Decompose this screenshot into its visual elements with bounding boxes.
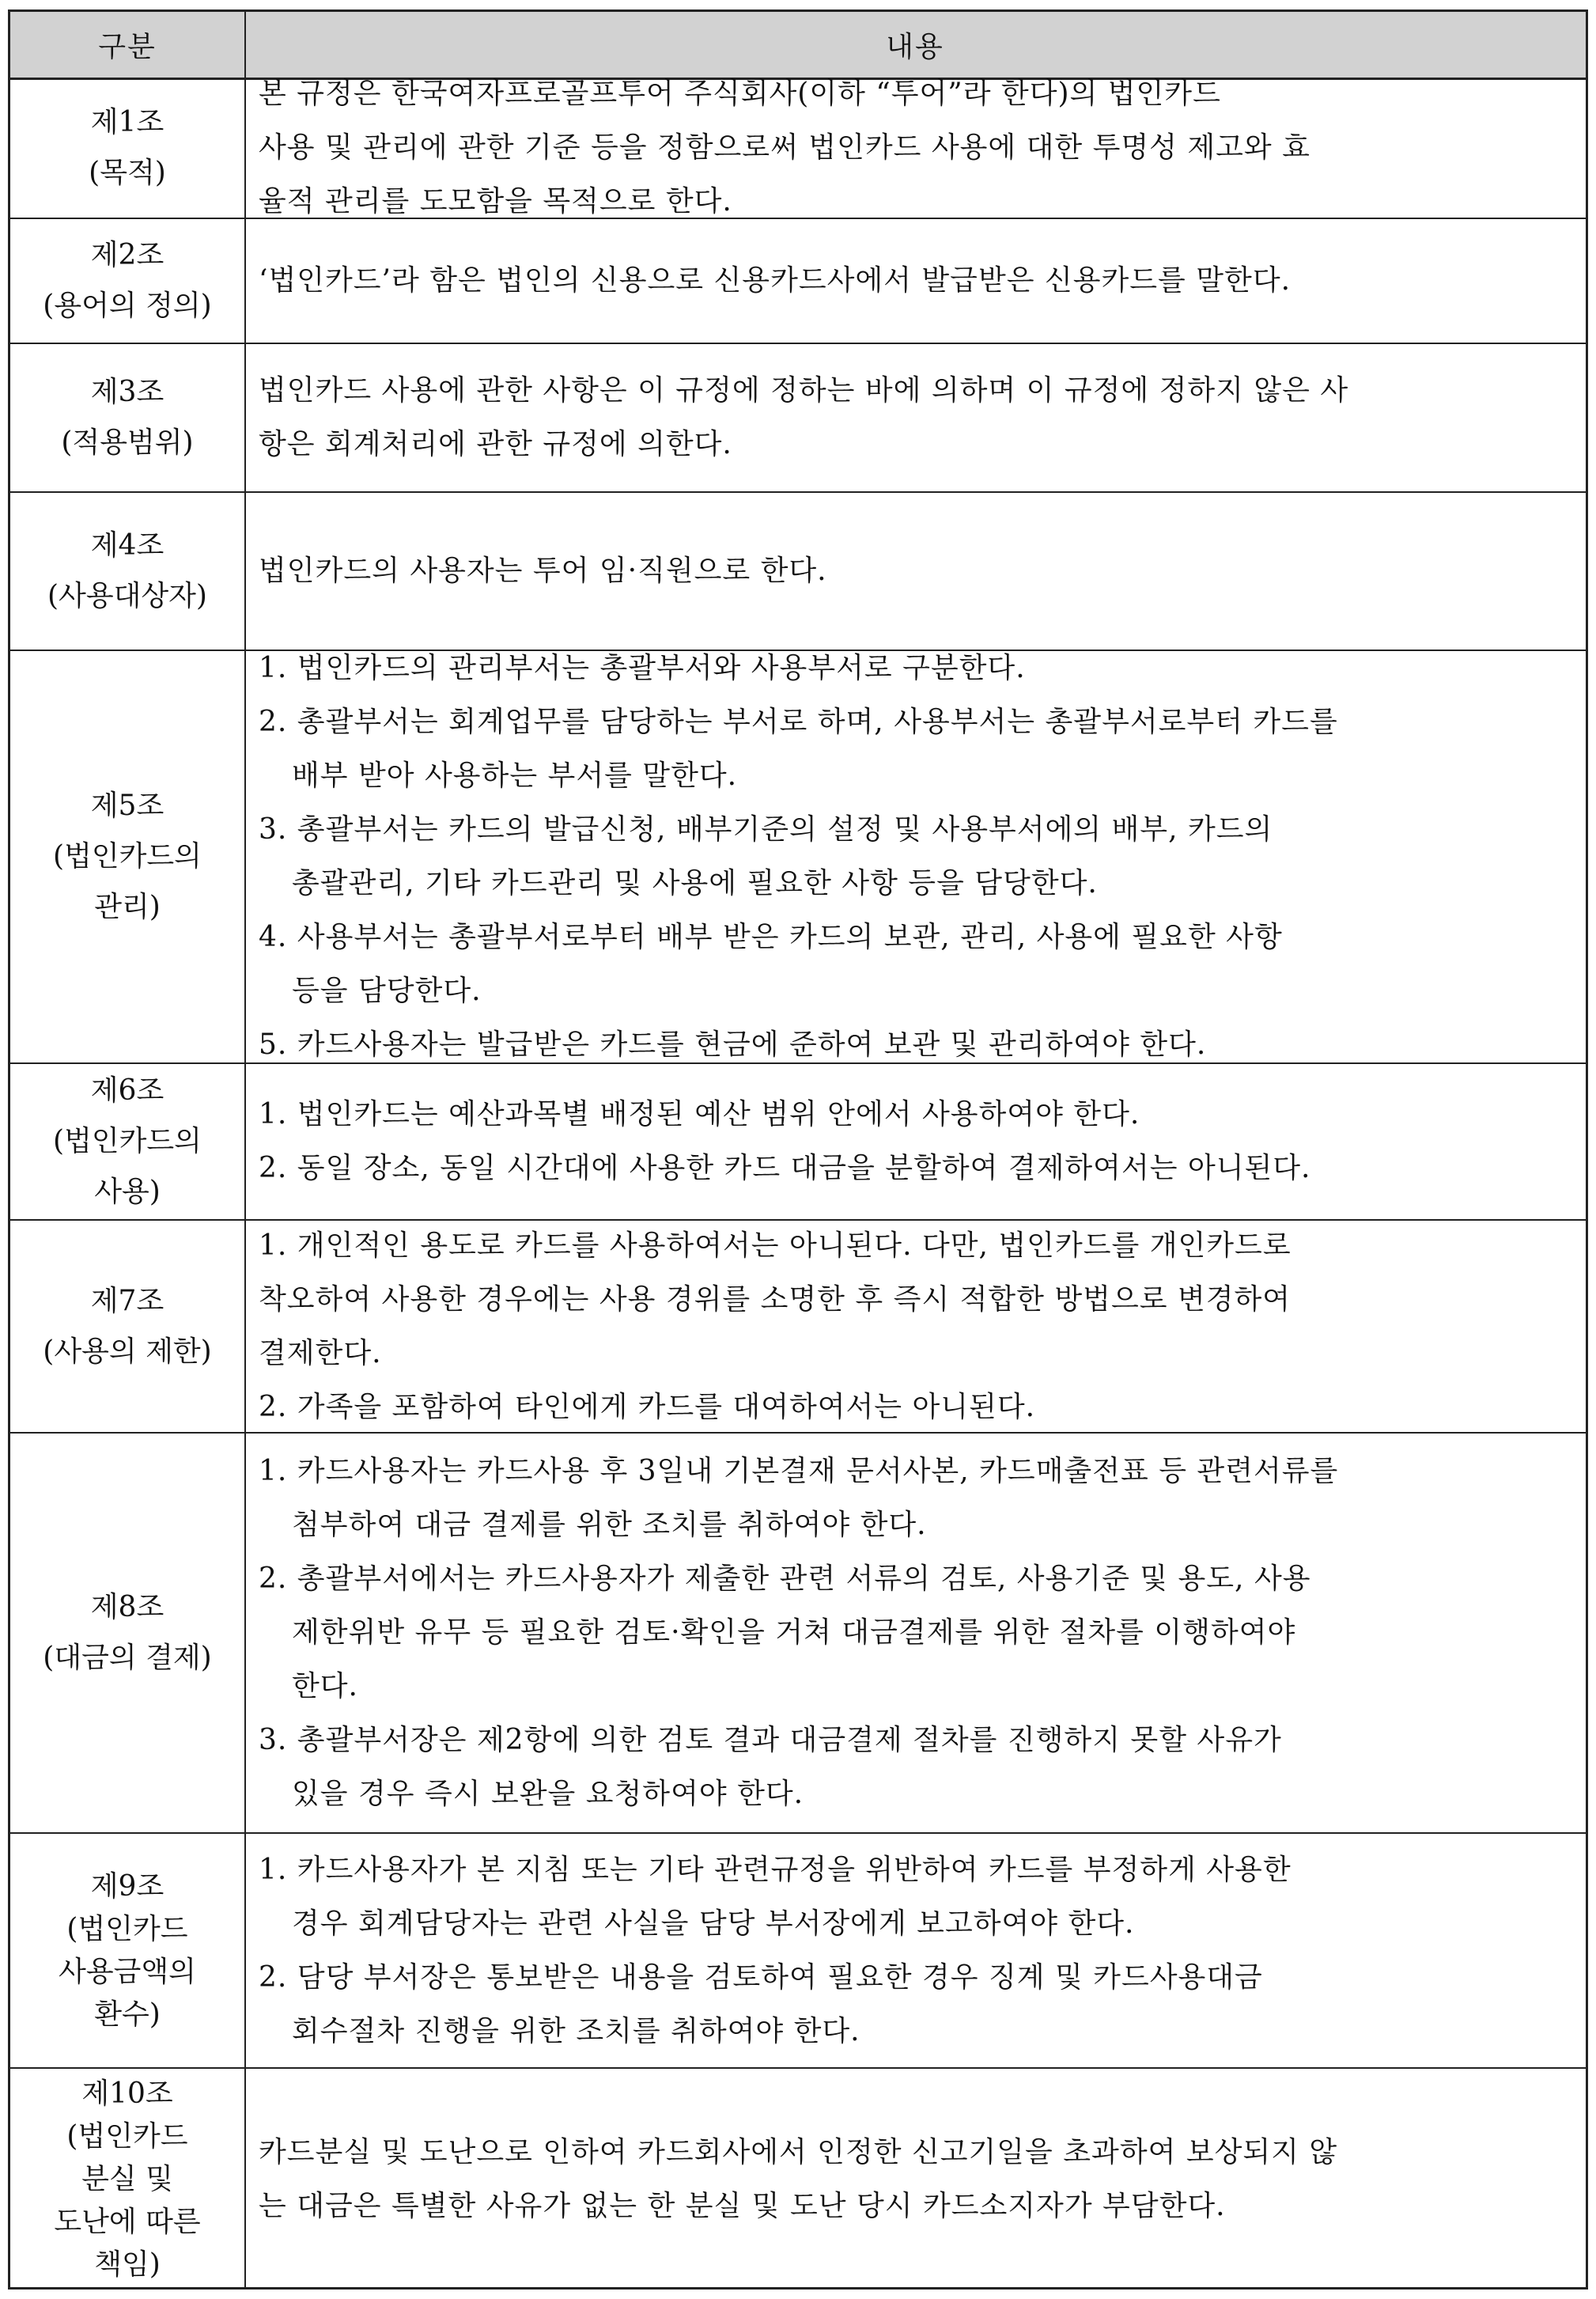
article-label bbox=[10, 219, 244, 343]
article-label-line: 도난에 따른 bbox=[54, 2205, 201, 2238]
article-label-line: 사용금액의 bbox=[59, 1955, 196, 1988]
content-line: 법인카드의 사용자는 투어 임·직원으로 한다. bbox=[259, 555, 827, 587]
article-label bbox=[10, 1834, 244, 2067]
article-label-line: 제9조 bbox=[90, 1869, 165, 1903]
article-label-line: (사용의 제한) bbox=[43, 1335, 212, 1368]
article-content bbox=[259, 78, 1565, 218]
article-label-line: (적용범위) bbox=[61, 426, 194, 459]
article-content bbox=[259, 1834, 1565, 2067]
content-line: 회수절차 진행을 위한 조치를 취하여야 한다. bbox=[292, 2014, 860, 2047]
table-row bbox=[10, 1221, 1586, 1434]
table-row bbox=[10, 219, 1586, 344]
content-line: 총괄관리, 기타 카드관리 및 사용에 필요한 사항 등을 담당한다. bbox=[292, 867, 1098, 900]
table-row bbox=[10, 2069, 1586, 2290]
content-line: 1. 카드사용자가 본 지침 또는 기타 관련규정을 위반하여 카드를 부정하게 사용한 bbox=[259, 1853, 1292, 1886]
content-line: 제한위반 유무 등 필요한 검토·확인을 거쳐 대금결제를 위한 절차를 이행하여야 bbox=[292, 1616, 1296, 1649]
content-line: 5. 카드사용자는 발급받은 카드를 현금에 준하여 보관 및 관리하여야 한다. bbox=[259, 1028, 1207, 1061]
article-label bbox=[10, 1064, 244, 1219]
article-label bbox=[10, 78, 244, 218]
article-content bbox=[259, 219, 1565, 343]
table-row bbox=[10, 1834, 1586, 2069]
article-label-line: (용어의 정의) bbox=[43, 290, 212, 322]
table-row bbox=[10, 78, 1586, 219]
content-line: 있을 경우 즉시 보완을 요청하여야 한다. bbox=[292, 1778, 804, 1810]
article-label-line: (대금의 결제) bbox=[43, 1642, 212, 1674]
content-line: 사용 및 관리에 관한 기준 등을 정함으로써 법인카드 사용에 대한 투명성 제고와 효 bbox=[259, 131, 1310, 164]
article-content bbox=[259, 1064, 1565, 1219]
article-content bbox=[259, 651, 1565, 1062]
content-line: 1. 카드사용자는 카드사용 후 3일내 기본결재 문서사본, 카드매출전표 등 관련서류를 bbox=[259, 1455, 1339, 1487]
content-line: 율적 관리를 도모함을 목적으로 한다. bbox=[259, 184, 732, 218]
article-content bbox=[259, 1221, 1565, 1432]
content-line: 결제한다. bbox=[259, 1336, 382, 1369]
article-label-line: (법인카드의 bbox=[53, 840, 202, 873]
table-row bbox=[10, 493, 1586, 651]
content-line: 배부 받아 사용하는 부서를 말한다. bbox=[292, 759, 738, 792]
header-category: 구분 bbox=[98, 31, 157, 63]
article-label-line: (법인카드 bbox=[66, 2119, 188, 2153]
content-line: 항은 회계처리에 관한 규정에 의한다. bbox=[259, 428, 732, 460]
content-line: 2. 총괄부서에서는 카드사용자가 제출한 관련 서류의 검토, 사용기준 및 용도, 사용 bbox=[259, 1562, 1311, 1595]
content-line: 한다. bbox=[292, 1670, 358, 1702]
content-line: 2. 총괄부서는 회계업무를 담당하는 부서로 하며, 사용부서는 총괄부서로부터 카드를 bbox=[259, 706, 1338, 738]
article-label-line: (법인카드 bbox=[66, 1912, 188, 1945]
header-content: 내용 bbox=[886, 31, 944, 63]
content-line: 1. 개인적인 용도로 카드를 사용하여서는 아니된다. 다만, 법인카드를 개인카드로 bbox=[259, 1229, 1292, 1262]
article-label-line: 분실 및 bbox=[81, 2162, 173, 2195]
article-label-line: 관리) bbox=[94, 891, 161, 923]
article-label-line: 환수) bbox=[94, 1998, 161, 2031]
article-label-line: 제5조 bbox=[90, 790, 165, 822]
table-row bbox=[10, 1064, 1586, 1221]
article-label-line: 제1조 bbox=[90, 105, 165, 138]
article-label bbox=[10, 1221, 244, 1432]
article-label bbox=[10, 651, 244, 1062]
table-row bbox=[10, 1434, 1586, 1834]
article-label-line: 사용) bbox=[94, 1176, 161, 1208]
article-label-line: (목적) bbox=[89, 156, 166, 189]
article-label bbox=[10, 1434, 244, 1832]
content-line: 1. 법인카드의 관리부서는 총괄부서와 사용부서로 구분한다. bbox=[259, 652, 1026, 684]
article-label bbox=[10, 344, 244, 491]
article-label-line: 제6조 bbox=[90, 1074, 165, 1107]
article-label-line: 제2조 bbox=[90, 239, 165, 271]
content-line: 본 규정은 한국여자프로골프투어 주식회사(이하 “투어”라 한다)의 법인카드 bbox=[259, 77, 1221, 110]
article-content bbox=[259, 344, 1565, 491]
article-content bbox=[259, 1434, 1565, 1832]
content-line: 3. 총괄부서는 카드의 발급신청, 배부기준의 설정 및 사용부서에의 배부, 카드의 bbox=[259, 813, 1273, 846]
content-line: 4. 사용부서는 총괄부서로부터 배부 받은 카드의 보관, 관리, 사용에 필요한 사항 bbox=[259, 921, 1283, 953]
article-content bbox=[259, 493, 1565, 650]
table-row bbox=[10, 344, 1586, 493]
article-label-line: 제4조 bbox=[90, 529, 165, 562]
table-row bbox=[10, 651, 1586, 1064]
content-line: 등을 담당한다. bbox=[292, 975, 482, 1007]
content-line: ‘법인카드’라 함은 법인의 신용으로 신용카드사에서 발급받은 신용카드를 말한다. bbox=[259, 264, 1292, 297]
article-label bbox=[10, 493, 244, 650]
content-line: 2. 가족을 포함하여 타인에게 카드를 대여하여서는 아니된다. bbox=[259, 1390, 1036, 1423]
article-label bbox=[10, 2069, 244, 2290]
article-label-line: (사용대상자) bbox=[47, 580, 207, 612]
content-line: 2. 동일 장소, 동일 시간대에 사용한 카드 대금을 분할하여 결제하여서는 아니된다. bbox=[259, 1152, 1311, 1184]
regulation-table bbox=[8, 9, 1588, 2290]
article-label-line: 제10조 bbox=[81, 2077, 173, 2110]
content-line: 2. 담당 부서장은 통보받은 내용을 검토하여 필요한 경우 징계 및 카드사용대금 bbox=[259, 1960, 1263, 1994]
article-label-line: 제7조 bbox=[90, 1284, 165, 1317]
article-label-line: (법인카드의 bbox=[53, 1125, 202, 1157]
content-line: 카드분실 및 도난으로 인하여 카드회사에서 인정한 신고기일을 초과하여 보상되지 않 bbox=[259, 2135, 1338, 2168]
article-content bbox=[259, 2069, 1565, 2290]
content-line: 3. 총괄부서장은 제2항에 의한 검토 결과 대금결제 절차를 진행하지 못할 사유가 bbox=[259, 1724, 1282, 1756]
article-label-line: 제8조 bbox=[90, 1591, 165, 1623]
article-label-line: 책임) bbox=[94, 2248, 161, 2281]
content-line: 경우 회계담당자는 관련 사실을 담당 부서장에게 보고하여야 한다. bbox=[292, 1907, 1135, 1940]
content-line: 는 대금은 특별한 사유가 없는 한 분실 및 도난 당시 카드소지자가 부담한다. bbox=[259, 2189, 1226, 2222]
content-line: 1. 법인카드는 예산과목별 배정된 예산 범위 안에서 사용하여야 한다. bbox=[259, 1098, 1140, 1131]
article-label-line: 제3조 bbox=[90, 376, 165, 408]
content-line: 착오하여 사용한 경우에는 사용 경위를 소명한 후 즉시 적합한 방법으로 변경하여 bbox=[259, 1282, 1292, 1316]
content-line: 첨부하여 대금 결제를 위한 조치를 취하여야 한다. bbox=[292, 1509, 927, 1541]
content-line: 법인카드 사용에 관한 사항은 이 규정에 정하는 바에 의하며 이 규정에 정하지 않은 사 bbox=[259, 374, 1349, 407]
